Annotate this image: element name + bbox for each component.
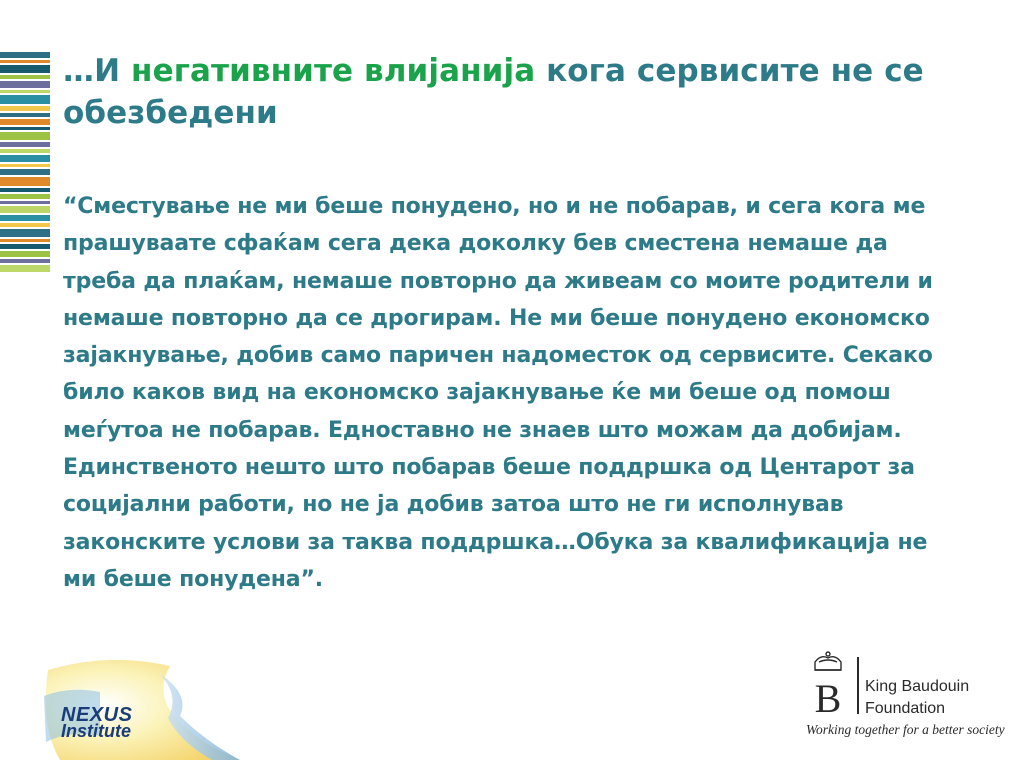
- decorative-stripe: [0, 223, 50, 227]
- decorative-stripe: [0, 244, 50, 249]
- decorative-stripe: [0, 194, 50, 199]
- nexus-logo-line2: Institute: [61, 721, 131, 741]
- decorative-stripe: [0, 259, 50, 263]
- decorative-stripe: [0, 206, 50, 213]
- decorative-stripe: [0, 149, 50, 153]
- logo-divider: [857, 657, 859, 714]
- kbf-tagline: Working together for a better society: [806, 722, 1005, 737]
- decorative-stripe: [0, 155, 50, 162]
- decorative-stripe: [0, 164, 50, 167]
- quote-text: “Сместување не ми беше понудено, но и не побарав, и сега кога ме прашуваате сфаќам сега дека доколку бев сместена немаше да треба да плаќам, немаше повторно да живеам со моите родители и немаше повторно да се дрогирам. Не ми беше понудено економско зајакнување, добив само паричен надоместок од сервисите. Секако било каков вид на економско зајакнување ќе ми беше од помош меѓутоа не побарав. Едноставно не знаев што можам да добијам. Единственото нешто што побарав беше поддршка од Центарот за социјални работи, но не ја добив затоа што не ги исполнував законските услови за таква поддршка…Обука за квалификација не ми беше понудена”.: [63, 194, 933, 592]
- kbf-name-line1: King Baudouin: [865, 678, 970, 695]
- decorative-stripe: [0, 265, 50, 272]
- decorative-stripe: [0, 60, 50, 63]
- decorative-stripe: [0, 201, 50, 204]
- decorative-stripe: [0, 142, 50, 147]
- kbf-logo-text: [865, 676, 969, 720]
- kbf-name-line2: Foundation: [865, 700, 946, 717]
- decorative-stripe: [0, 106, 50, 111]
- title-prefix: …И: [63, 53, 132, 89]
- decorative-stripe: [0, 177, 50, 186]
- nexus-logo-line1: NEXUS: [61, 704, 133, 726]
- decorative-stripe: [0, 127, 50, 130]
- decorative-stripe: [0, 169, 50, 175]
- decorative-stripe: [0, 239, 50, 242]
- decorative-stripe: [0, 52, 50, 58]
- svg-text:B: B: [814, 676, 842, 720]
- decorative-stripe: [0, 95, 50, 104]
- decorative-stripe: [0, 229, 50, 237]
- decorative-stripe: [0, 251, 50, 257]
- title-highlight: негативните влијанија: [131, 53, 536, 89]
- decorative-stripe: [0, 65, 50, 73]
- decorative-stripe: [0, 90, 50, 93]
- decorative-stripe: [0, 215, 50, 221]
- decorative-stripes: [0, 52, 50, 294]
- slide-title: [63, 50, 1003, 134]
- decorative-stripe: [0, 132, 50, 140]
- decorative-stripe: [0, 75, 50, 79]
- decorative-stripe: [0, 113, 50, 117]
- decorative-stripe: [0, 119, 50, 125]
- decorative-stripe: [0, 81, 50, 88]
- decorative-stripe: [0, 188, 50, 192]
- crown-b-emblem-icon: [805, 650, 851, 720]
- title-suffix: кога сервисите не се обезбедени: [63, 53, 924, 131]
- nexus-logo-text: [61, 704, 133, 741]
